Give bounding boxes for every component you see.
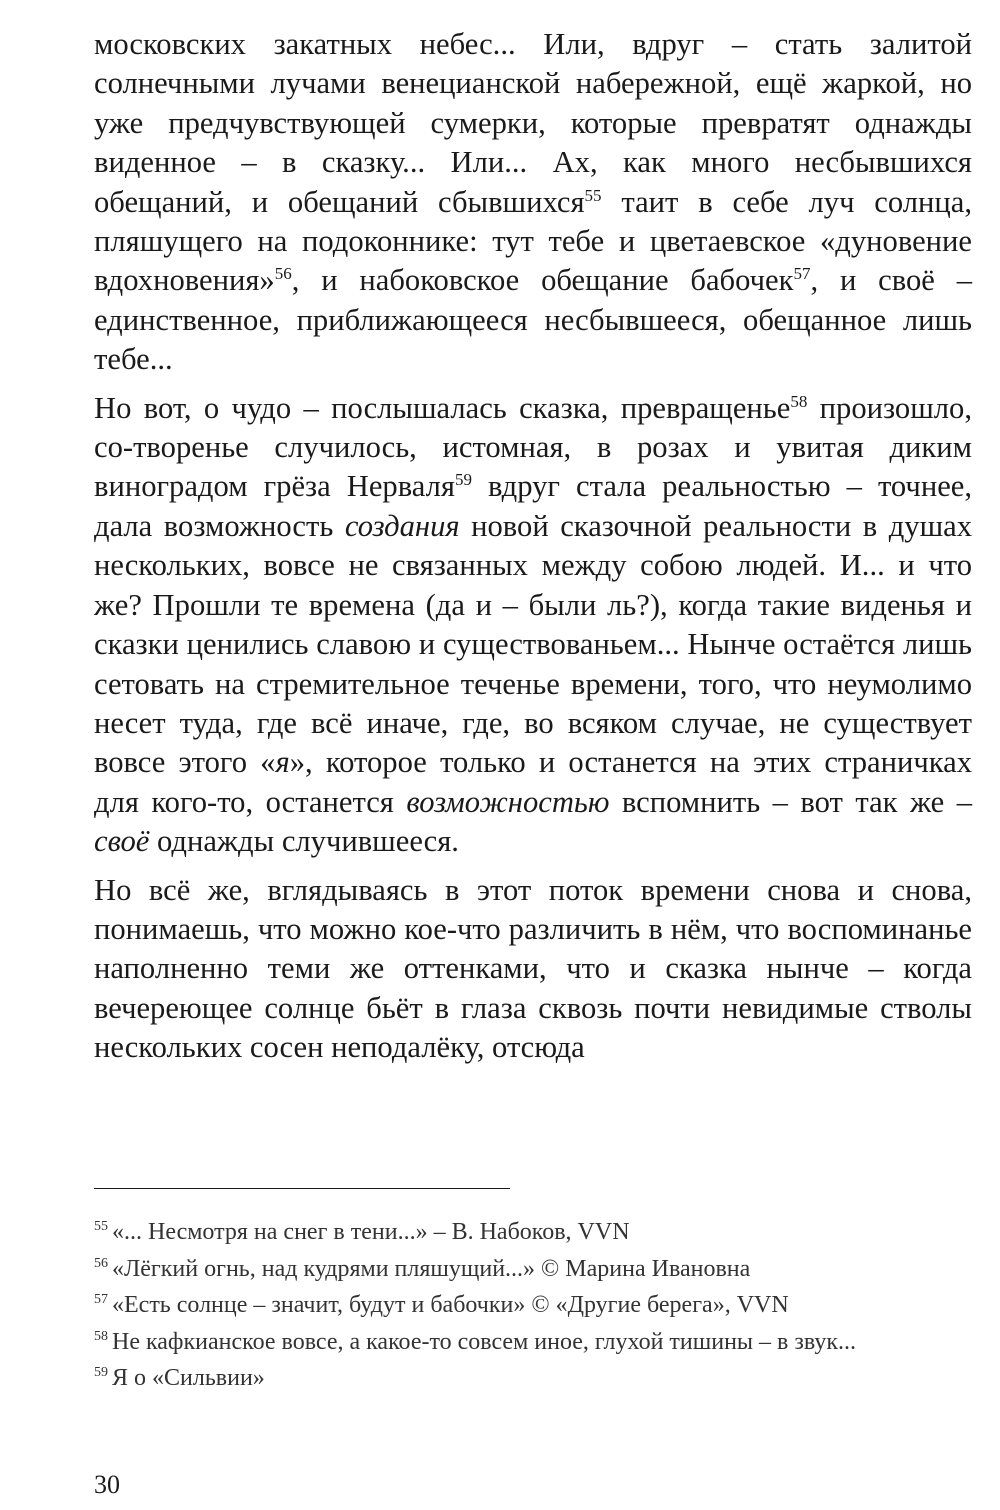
paragraph-1: московских закатных небес... Или, вдруг – стать залитой солнечными лучами венецианской набережной, ещё жаркой, но уже предчувствующей сумерки, которые превратят однажды виденное – в сказку... Или... Ах, как много несбывшихся обещаний, и обещаний сбывшихся$^{55}$ таит в себе луч солнца, пляшущего на подоконнике: тут тебе и цветаевское «дуновение вдохновения»$^{56}$, и набоковское обещание бабочек$^{57}$, и своё – единственное, приближающееся несбывшееся, обещанное лишь тебе... bbox=[94, 27, 972, 377]
footnote-ref-58: 58 bbox=[790, 391, 808, 411]
footnote-56 bbox=[94, 1251, 972, 1288]
footnote-58 bbox=[94, 1324, 972, 1361]
footnotes bbox=[94, 1214, 972, 1397]
paragraph-2: Но вот, о чудо – послышалась сказка, превращенье$^{58}$ произошло, со-творенье случилось, истомная, в розах и увитая диким виноградом грёза Нерваля$^{59}$ вдруг стала реальностью – точнее, дала возможность создания новой сказочной реальности в душах нескольких, вовсе не связанных между собою людей. И... и что же? Прошли те времена (да и – были ль?), когда такие виденья и сказки ценились славою и существованьем... Нынче остаётся лишь сетовать на стремительное теченье времени, того, что неумолимо несет туда, где всё иначе, где, во всяком случае, не существует вовсе этого «я», которое только и останется на этих страничках для кого-то, останется возможностью вспомнить – вот так же – своё однажды случившееся. bbox=[94, 390, 973, 859]
footnote-text: Не кафкианское вовсе, а какое-то совсем иное, глухой тишины – в звук... bbox=[112, 1328, 857, 1355]
footnote-55 bbox=[94, 1214, 972, 1251]
italic-word: своё bbox=[94, 824, 150, 859]
footnote-number: 56 bbox=[94, 1255, 108, 1271]
footnote-text: «Есть солнце – значит, будут и бабочки» © «Другие берега», VVN bbox=[112, 1292, 789, 1318]
footnote-number: 57 bbox=[94, 1292, 108, 1307]
paragraph-3: Но всё же, вглядываясь в этот поток времени снова и снова, понимаешь, что можно кое-что различить в нём, что воспоминанье наполненно теми же оттенками, что и сказка нынче – когда вечереющее солнце бьёт в глаза сквозь почти невидимые стволы нескольких сосен неподалёку, отсюда bbox=[94, 872, 972, 1065]
footnote-divider bbox=[94, 1188, 510, 1189]
italic-word: я bbox=[275, 745, 290, 780]
footnote-ref-59: 59 bbox=[454, 470, 472, 490]
footnote-59 bbox=[94, 1360, 972, 1397]
main-text bbox=[94, 25, 972, 1068]
italic-word: создания bbox=[344, 508, 460, 543]
footnote-number: 58 bbox=[94, 1328, 108, 1344]
footnote-number: 59 bbox=[94, 1365, 108, 1380]
italic-word: возможностью bbox=[406, 784, 610, 819]
footnote-57 bbox=[94, 1287, 972, 1324]
footnote-ref-56: 56 bbox=[274, 264, 292, 284]
footnote-text: «Лёгкий огнь, над кудрями пляшущий...» © Марина Ивановна bbox=[112, 1255, 751, 1282]
footnote-ref-57: 57 bbox=[793, 264, 811, 284]
footnote-ref-55: 55 bbox=[584, 185, 602, 205]
footnote-text: «... Несмотря на снег в тени...» – В. Набоков, VVN bbox=[112, 1219, 630, 1245]
footnote-text: Я о «Сильвии» bbox=[112, 1365, 265, 1391]
page-number: 30 bbox=[94, 1470, 120, 1499]
footnote-number: 55 bbox=[94, 1219, 108, 1234]
